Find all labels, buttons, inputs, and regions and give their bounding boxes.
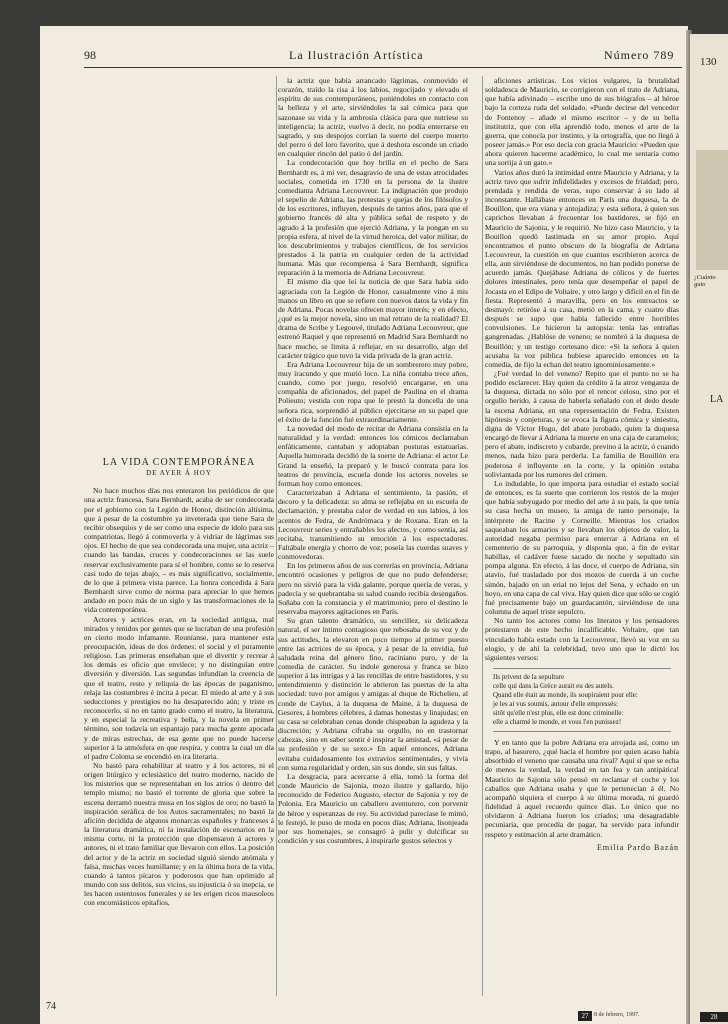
footer-mark: 74	[46, 1001, 56, 1012]
poem-line: Quand elle était au monde, ils soupiraient pour elle:	[493, 691, 638, 699]
page-number: 98	[84, 48, 96, 62]
page-header	[84, 48, 684, 64]
poem-line: sitôt qu'elle n'est plus, elle est donc criminelle:	[493, 709, 624, 717]
right-page-caption: ¡Cuánto guto	[694, 274, 716, 288]
paragraph: Varios años duró la intimidad entre Mauricio y Adriana, y la actriz tuvo que sufrir infidelidades y excesos de frialdad; pero, prendada y rendida de veras, supo conservar á su lado al inconstante. Hallábase entonces en París una duquesa, la de Bouillon, que era viana y antojadiza; y esta señora, á quien sus caprichos llevaban á frecuentar los bastidores, se fijó en Mauricio de Sajonia, y le requirió. No hizo caso Mauricio, y la Bouillon quedó lastimada en su amor propio. Aquí encontramos el punto obscuro de la biografía de Adriana Lecouvreur, la cuestión en que cuantos escribieron acerca de ella, aun sirviéndose de documentos, no han podido ponerse de acuerdo jamás. Quejábase Adriana de cólicos y de fuertes dolores intestinales, pero tenía que desempeñar el papel de Jocasta en el Edipo de Voltaire, y otro largo y difícil en el fin de fiesta. Representó á maravilla, pero en los entreactos se desmayó: retiróse á su casa, metió en la cama, y cuatro días después se supo que había fallecido entre horribles convulsiones. Le hicieron la autopsia: tenía las entrañas gangrenadas. ¿Hablóse de veneno; se nombró á la duquesa de Bouillón; y un testigo cortesano dice: «Si la señora á quien acusaba la voz pública hubiese aparecido entonces en la comedia, de fijo la echan del teatro ignominiosamente.»	[485, 167, 679, 369]
paragraph: aficiones artísticas. Los vicios vulgares, la brutalidad soldadesca de Mauricio, se corrigieron con el trato de Adriana, que había adivinado – escribe uno de sus biógrafos – al héroe bajo la corteza ruda del soldado. «Puede decirse del vencedor de Fontenoy – añade el mismo escritor – y de su bella institutriz, que con ella aprendió todo, menos el arte de la guerra, que conocía por instinto, y la ortografía, que no llegó á poseer jamás.» Por eso decía con gracia Mauricio: «Pueden que ahora quieren hacerme académico, lo cual me sentaría como una sortija á un gato.»	[485, 76, 679, 168]
poem-line: Ils privent de la sepulture	[493, 673, 565, 681]
magazine-title: La Ilustración Artística	[289, 48, 424, 62]
right-page-footer-badge: 28	[700, 1012, 728, 1022]
paragraph: Era Adriana Lecouvreur hija de un sombrerero muy pobre, muy iracundo y que murió loco. La niña contaba trece años, cuando, como por juego, resolvió encargarse, en una compañía de aficionados, del papel de Paulina en el drama Polieuto; vestida con ropa que le prestó la doncella de una señora rica, sorprendió al público ejercitarse en su papel que el éxito de la función fué extraordinariamente.	[278, 359, 468, 424]
paragraph: En los primeros años de sus correrías en provincia, Adriana encontró ocasiones y peligros de que no pudo defenderse; pero no sirvió para la vida galante, porque quería de veras, y padecía y se quebrantaba su salud cuando recibía desengaños. Soñaba con la constancia y el matrimonio; pero el destino le reservaba mayores agitaciones en París.	[278, 561, 468, 617]
section-subtitle: DE AYER Á HOY	[146, 469, 212, 478]
paragraph: La condecoración que hoy brilla en el pecho de Sara Bernhardt es, á mi ver, desagravio de una de estas atrocidades sociales, cometida en 1730 en la persona de la ilustre comedianta Adriana Lecouvreur. La indignación que produjo el sepelio de Adriana, las protestas y quejas de los filósofos y de los escritores, influyen, después de tantos años, para que el gobierno francés dé alta y pública señal de respeto y de agrado á la profesión que ejerció Adriana, y la pongan en su propia esfera, al nivel de la virtud heroica, del valor militar, de los descubrimientos y trabajos científicos, de los servicios prestados á la patria en cualquier orden de la actividad humana. Más que recompensa á Sara Bernhardt, significa reparación á la memoria de Adriana Lecouvreur.	[278, 158, 468, 278]
column-divider	[482, 76, 483, 996]
poem-quote	[493, 668, 671, 732]
paragraph: No hace muchos días nos enteraron los periódicos de que una actriz francesa, Sara Bernhardt, acaba de ser condecorada por el gobierno con la Legión de Honor, distinción altísima, que á pesar de la costumbre ya inveterada que tiene Sara de recibir obsequios y de ser como una especie de ídolo para sus compatriotas, llegó á conmoverla y á vidriar de lágrimas sus ojos. El hecho de que sea condecorada una mujer, una actriz – cuando las bandas, cruces y condecoraciones se las suele reservar exclusivamente para sí el hombre, como se lo reserva casi todo de tejas abajo, – es más significativo, socialmente, de lo que á primera vista parece. La honra concedida á Sara Bernhardt sirve como de norma para apreciar lo que hemos andado en poco más de un siglo y las transformaciones de la vida contemporánea.	[84, 486, 274, 615]
issue-number: Número 789	[604, 48, 675, 62]
author-signature: Emilia Pardo Bazán	[597, 842, 679, 852]
poem-line: je les ai vus soumis, autour d'elle empressés:	[493, 700, 618, 708]
paragraph: Lo indudable, lo que importa para estudiar el estado social de entonces, es la suerte que corrieron los restos de la mujer que había subyugado por medio del arte á su país, la que tenía su casa hecha un museo, la amiga de tanto personaje, la intérprete de Racine y Corneille. Mientras los criados saqueaban los armarios y se llevaban los objetos de valor, la autoridad negaba permiso para enterrar á Adriana en el cementerio de su parroquia, y disponía que, á fin de evitar habillas, el cadáver fuese sacado de noche y sepultado sin pompa alguna. En efecto, á las doce, el cuerpo de Adriana, sin atavío, fué trasladado por dos mozos de cuerda á un coche simón, bajado en un erial no lejos del Sena, y echado en un hoyo, en una capa de cal viva. Hay quien dice que sólo se cogió fué precisamente bajo un guardacantón, sirviéndose de una columna de aquel triste sepulcro.	[485, 478, 679, 617]
paragraph: No tanto los actores como los literatos y los pensadores protestaron de este hecho incalificable. Voltaire, que tan vinculado había estado con la Lecouvreur, llevó su voz en su elogio, y de ahí la celebridad, tuvo uno que le dictó los siguientes versos:	[485, 616, 679, 662]
section-title: LA VIDA CONTEMPORÁNEA	[102, 457, 256, 468]
paragraph: la actriz que había arrancado lágrimas, conmovido el corazón, traído la risa á los labios, regocijado y elevado el espíritu de sus contemporáneos, poniéndoles en contacto con la belleza y el arte, sirviéndoles la sal cómica para que sazonase su vida y la ambrosía clásica para que nutriese su inteligencia; la actriz, vuelvo á decir, no podía enterrarse en sagrado, y sus despojos corrían la suerte del cuerpo muerto del perro ó del loro favorito, que á deshora esconde un criado en cualquier rincón del patio ó del jardín.	[278, 76, 468, 159]
paragraph: Su gran talento dramático, su sencillez, su delicadeza natural, el ser íntimo contagioso que rebosaba de su voz y de sus actitudes, la elevaron en poco tiempo al primer puesto entre las actrices de su época, y á pesar de la envidia, fué saludada reina del género fino, raciniano puro, y de la comedia de carácter. Su índole generosa y franca se hizo superior á las intrigas y á las rencillas de entre bastidores, y su entendimiento y distinción le abrieron las puertas de la alta sociedad: tuvo por amigos y amigas al duque de Richelieu, al conde de Caylus, á la duquesa de Maine, á la duquesa de Gesores, á hombres célebres, á damas honestas y linajudas; en su casa se celebraban cenas donde chispeaban la agudeza y la discreción; y Adriana cifraba su orgullo, no en trastornar cabezas, sino en saber sentir é inspirar la amistad, «á pesar de su profesión y de su sexo.» En aquel entonces, Adriana evitaba cuidadosamente los extravíos sentimentales, y vivía con suma regularidad y orden, sin sus donde, sin sus faltas.	[278, 616, 468, 772]
paragraph: ¿Fué verdad lo del veneno? Repito que el punto no se ha podido esclarecer. Hay quien da crédito á la atroz venganza de la duquesa, dictada no sólo por el rencor celoso, sino por el orgullo herido, á causa de haberla señalado con el dedo desde la escena Adriana, en una representación de Fedra. Existen hipótesis y conjeturas, y se evoca la figura cómica y siniestra, digna de Víctor Hugo, del abate jorobado, quien la duquesa encargó de llevar á Adriana la muerte en una caja de caramelos; pero el abate, indiscreto y cobarde, previno á la actriz, ó cuando menos, nada hizo para perderla. La familia de Bouillón era poderosa é influyente en la corte, y la opinión estaba soliviantada por los rumores del crimen.	[485, 369, 679, 479]
column-1	[84, 76, 274, 996]
paragraph: Actores y actrices eran, en la sociedad antigua, mal mirados y tenidos por gentes que se lucraban de una profesión en cierto modo infamante. Reuníanse, para mantener esta preocupación, ideas de dos órdenes: el social y el puramente religioso. Las primeras enseñaban que el divertir y recrear á los demás es oficio que envilece; y no distinguían entre diversión y diversión. Las segundas infundían la creencia de que el teatro, resto y reliquia de las épocas de paganismo, relaja las costumbres é incita á pecar. El miedo al arte y á sus seducciones y prestigios no ha desaparecido aún; y triste es reconocerlo, si no en tanto grado como el teatro, la literatura, y en especial la recreativa y bella, y la novela en primer término, son todavía un espantajo para mucha gente apocada y de miras estrechas, de esa gente que no puede hacerse superior á la atmósfera en que respira, y contra la cual un día el padre Coloma se encendió en ira literaria.	[84, 614, 274, 761]
footer-badge: 27	[578, 1011, 592, 1021]
poem-line: elle a charmé le monde, et vous l'en punissez!	[493, 718, 622, 726]
footer-date: 8 de febrero, 1997.	[594, 1012, 640, 1018]
right-page-heading: LA	[710, 394, 724, 405]
right-page-illustration	[696, 150, 728, 270]
column-divider	[276, 76, 277, 996]
poem-line: celle qui dans la Grèce aurait eu des autels.	[493, 682, 614, 690]
paragraph: La novedad del modo de recitar de Adriana consistía en la naturalidad y la verdad: entonces los cómicos declamaban enfáticamente, cantaban y adoptaban posturas estatuarias. Aquella humorada decidió de la suerte de Adriana: el actor Le Grand la enseñó, la preparó y le buscó contrata para los teatros de provincia, escuela donde los actores noveles se forman hoy como entonces.	[278, 423, 468, 488]
paragraph: La desgracia, para acercarse á ella, tomó la forma del conde Mauricio de Sajonia, mozo ilustre y gallardo, hijo reconocido de Federico Augusto, elector de Sajonia y rey de Polonia. Era Mauricio un caballero aventurero, con porvenir de héroe y esperanzas de rey. Su actividad parecíase le mimó, le festejó, le puso de moda en pocos días; Adriana, lisonjeada por sus homenajes, se consagró á pulir y dulcificar su condición y sus costumbres, á inspirarle gustos selectos y	[278, 771, 468, 845]
paragraph: Caracterizaban á Adriana el sentimiento, la pasión, el decoro y la delicadeza: su alma se reflejaba en su escuela de declamación, y prestaba calor de verdad en sus labios, á los acentos de Fedra, de Andrómaca y de Roxana. Eran en la Lecouvreur series y entrañables los afectos, y como sentía, así recitaba, transmitiendo su emoción á los espectadores. Faltábale energía y chorro de voz; poseía las cuerdas suaves y conmovedoras.	[278, 488, 468, 562]
paragraph: No bastó para rehabilitar al teatro y á los actores, ni el origen litúrgico y eclesiástico del teatro moderno, nacido de los misterios que se representaban en los atrios ó dentro del templo mismo; no bastó el torrente de gloria que sobre la escena derramó nuestra musa en los siglos de oro; no bastó la inspiración seráfica de los Autos sacramentales; no bastó la afición decidida de algunos monarcas españoles y franceses á la literatura dramática, ni la instalación de escenarios en la misma corte, ni la protección que dispensaron á actores y autores, ni el trato familiar que llevaron con ellos. La posición del actor y de la actriz en sociedad siguió siendo anómala y falsa, muchas veces humillante; y en la última hora de la vida, cuando á tantos pícaros y poderosos que han oprimido al mundo con sus delitos, sus vicios, su injusticia ó su inepcia, se les hacen ostentosos funerales y se les erigen ricos mausoleos con encomiásticos epitafios,	[84, 761, 274, 908]
column-1-blank-top	[84, 76, 274, 454]
header-rule	[84, 67, 682, 68]
column-3	[485, 76, 679, 996]
paragraph: El mismo día que leí la noticia de que Sara había sido agraciada con la Legión de Honor, casualmente vino á mis manos un libro en que se refiere con nuevos datos la vida y fin de Adriana. Pocas novelas ofrecen mayor interés; y en efecto, ¿qué es la mejor novela, sino un mal retrato de la realidad? El drama de Scribe y Legouvé, titulado Adriana Lecouvreur, que estrenó Raquel y que representó en Madrid Sara Bernhardt no hace mucho, se limita á reflejar, en su desarrollo, algo del carácter trágico que tuvo la vida privada de la gran actriz.	[278, 277, 468, 360]
right-page-number: 130	[700, 56, 717, 68]
paragraph: Y en tanto que la pobre Adriana era arrojada así, como un trapo, al basurero, ¿qué hacía el hombre por quien acaso había absorbido el veneno que causaba una rival? Aquí sí que se echa de menos la verdad, la verdad en tan fea y tan antipática! Mauricio de Sajonia sólo pensó en reclamar el coche y los caballos que Adriana usaba y que le pertenecían á él. No acompañó siquiera el cuerpo á su última morada, ni guardó fidelidad á aquel recuerdo quince días. Lo único que no olvidaron á Adriana fueron los criados; una desagradable pecuniaria, que procedía de pagar, ha servido para infundir respeto y estimación al arte dramático.	[485, 738, 679, 839]
column-2	[278, 76, 468, 996]
